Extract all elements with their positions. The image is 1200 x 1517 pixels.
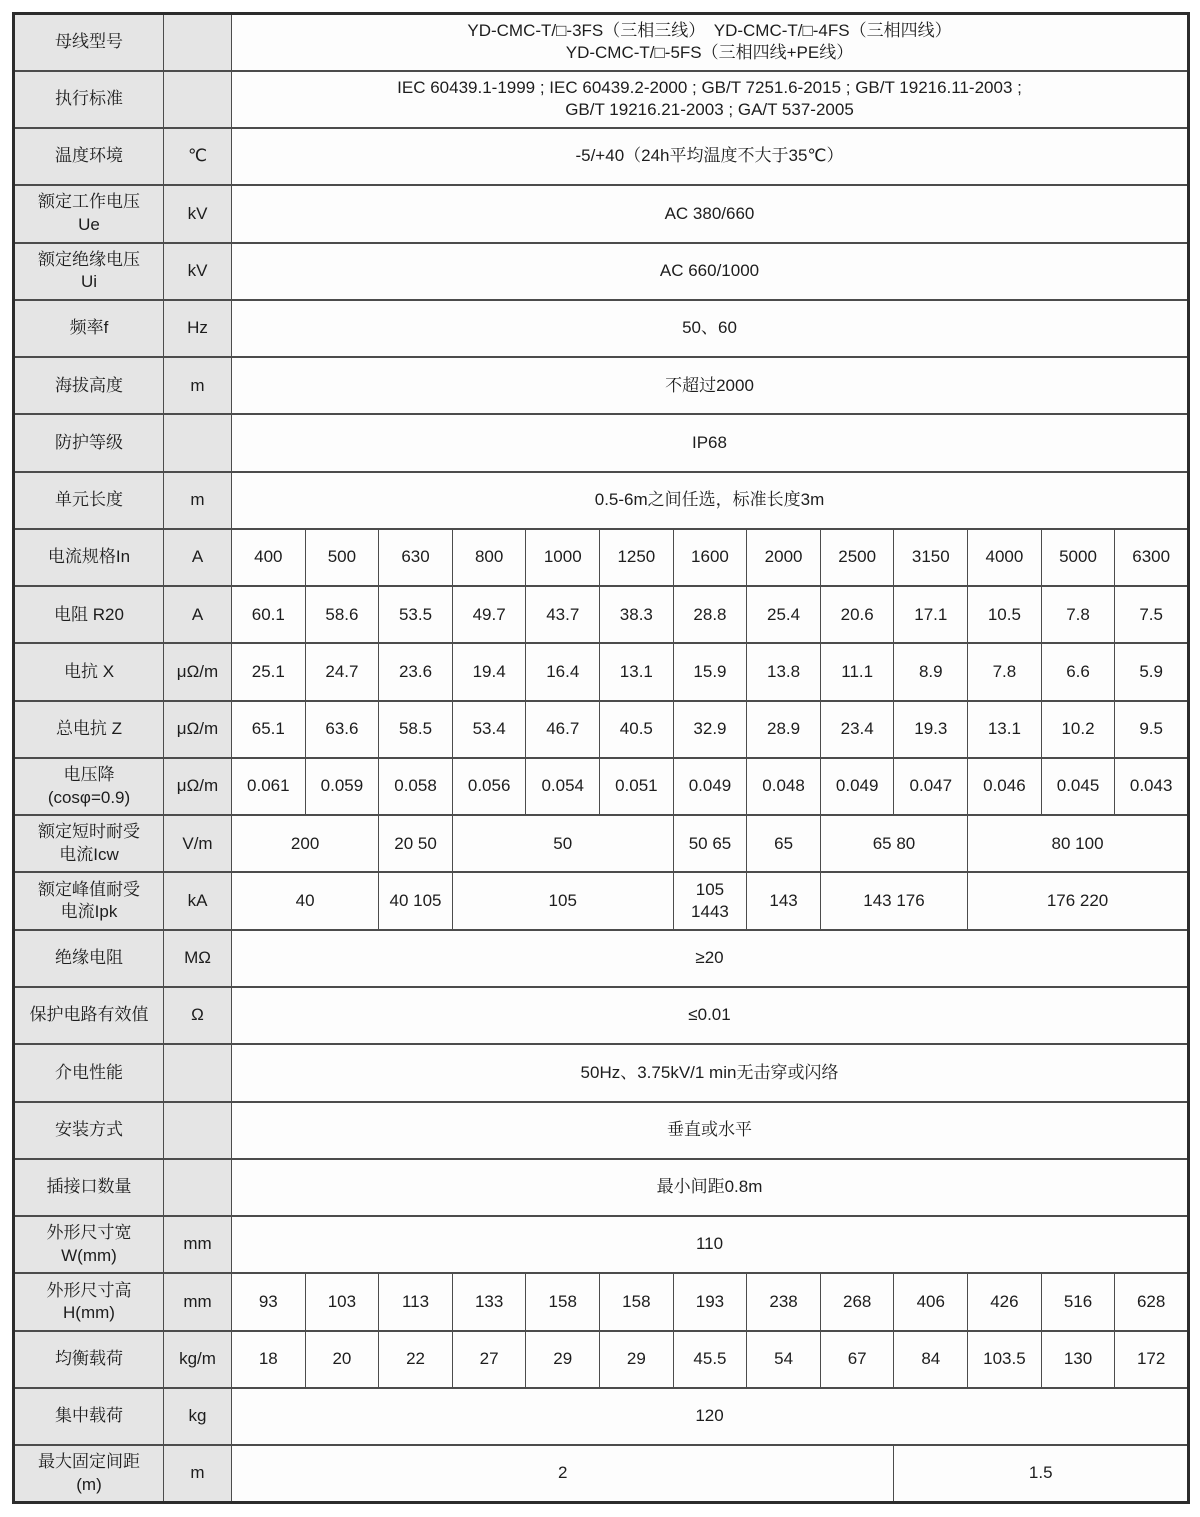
table-row [14, 701, 1189, 758]
value-cell: 200 [232, 815, 379, 872]
row-label: 外形尺寸宽 W(mm) [14, 1216, 164, 1273]
value-cell: 0.043 [1115, 758, 1189, 815]
value-cell: 18 [232, 1331, 306, 1388]
value-cell: 25.4 [747, 586, 821, 643]
row-unit [164, 14, 232, 71]
value-cell: 2500 [820, 529, 894, 586]
row-label: 电阻 R20 [14, 586, 164, 643]
value-cell: 60.1 [232, 586, 306, 643]
row-label: 插接口数量 [14, 1159, 164, 1216]
row-unit: kg [164, 1388, 232, 1445]
row-label: 单元长度 [14, 472, 164, 529]
spec-table [12, 12, 1190, 1504]
value-cell: 0.059 [305, 758, 379, 815]
value-cell: 13.8 [747, 643, 821, 700]
table-row [14, 758, 1189, 815]
table-row [14, 185, 1189, 242]
value-cell: 2 [232, 1445, 894, 1502]
row-unit [164, 1159, 232, 1216]
value-cell: 40 105 [379, 872, 453, 929]
value-cell: 5.9 [1115, 643, 1189, 700]
value-cell: 65.1 [232, 701, 306, 758]
row-label: 均衡载荷 [14, 1331, 164, 1388]
table-row [14, 643, 1189, 700]
value-cell: 84 [894, 1331, 968, 1388]
row-label: 总电抗 Z [14, 701, 164, 758]
value-cell: 0.058 [379, 758, 453, 815]
value-cell: 10.5 [968, 586, 1042, 643]
value-cell: 113 [379, 1273, 453, 1330]
value-cell: 7.8 [968, 643, 1042, 700]
table-row [14, 529, 1189, 586]
value-cell: 0.045 [1041, 758, 1115, 815]
table-row [14, 357, 1189, 414]
value-cell: 193 [673, 1273, 747, 1330]
row-unit: μΩ/m [164, 701, 232, 758]
value-cell: 0.054 [526, 758, 600, 815]
row-unit: m [164, 357, 232, 414]
row-label: 防护等级 [14, 414, 164, 471]
value-cell: ≤0.01 [232, 987, 1189, 1044]
value-cell: 0.5-6m之间任选，标准长度3m [232, 472, 1189, 529]
value-cell: 20 [305, 1331, 379, 1388]
row-unit: V/m [164, 815, 232, 872]
value-cell: 0.051 [600, 758, 674, 815]
value-cell: AC 660/1000 [232, 243, 1189, 300]
table-row [14, 1388, 1189, 1445]
value-cell: 23.6 [379, 643, 453, 700]
value-cell: 3150 [894, 529, 968, 586]
value-cell: 0.048 [747, 758, 821, 815]
value-cell: 28.8 [673, 586, 747, 643]
value-cell: 172 [1115, 1331, 1189, 1388]
value-cell: 27 [452, 1331, 526, 1388]
spec-table-body [14, 14, 1189, 1503]
value-cell: 50 [452, 815, 673, 872]
row-unit: μΩ/m [164, 643, 232, 700]
value-cell: 268 [820, 1273, 894, 1330]
value-cell: 8.9 [894, 643, 968, 700]
value-cell: 49.7 [452, 586, 526, 643]
row-unit: Hz [164, 300, 232, 357]
value-cell: 不超过2000 [232, 357, 1189, 414]
value-cell: 7.5 [1115, 586, 1189, 643]
row-unit: kg/m [164, 1331, 232, 1388]
value-cell: 13.1 [600, 643, 674, 700]
value-cell: 0.047 [894, 758, 968, 815]
value-cell: 58.6 [305, 586, 379, 643]
value-cell: 53.4 [452, 701, 526, 758]
value-cell: 0.061 [232, 758, 306, 815]
value-cell: 133 [452, 1273, 526, 1330]
row-label: 电流规格In [14, 529, 164, 586]
row-unit: MΩ [164, 930, 232, 987]
table-row [14, 128, 1189, 185]
value-cell: 13.1 [968, 701, 1042, 758]
row-unit: A [164, 529, 232, 586]
value-cell: 19.3 [894, 701, 968, 758]
table-row [14, 71, 1189, 128]
value-cell: 29 [526, 1331, 600, 1388]
row-label: 安装方式 [14, 1102, 164, 1159]
value-cell: 0.049 [673, 758, 747, 815]
value-cell: 25.1 [232, 643, 306, 700]
value-cell: AC 380/660 [232, 185, 1189, 242]
value-cell: 630 [379, 529, 453, 586]
row-unit: m [164, 1445, 232, 1502]
row-unit [164, 1102, 232, 1159]
row-label: 介电性能 [14, 1044, 164, 1101]
value-cell: 0.046 [968, 758, 1042, 815]
row-unit: ℃ [164, 128, 232, 185]
value-cell: 20.6 [820, 586, 894, 643]
value-cell: 50 65 [673, 815, 747, 872]
value-cell: 110 [232, 1216, 1189, 1273]
value-cell: 238 [747, 1273, 821, 1330]
table-row [14, 14, 1189, 71]
row-unit [164, 1044, 232, 1101]
value-cell: 176 220 [968, 872, 1189, 929]
value-cell: 0.049 [820, 758, 894, 815]
value-cell: 500 [305, 529, 379, 586]
value-cell: 45.5 [673, 1331, 747, 1388]
value-cell: 50、60 [232, 300, 1189, 357]
value-cell: 9.5 [1115, 701, 1189, 758]
value-cell: 1250 [600, 529, 674, 586]
value-cell: 20 50 [379, 815, 453, 872]
value-cell: 65 [747, 815, 821, 872]
value-cell: 38.3 [600, 586, 674, 643]
row-label: 最大固定间距 (m) [14, 1445, 164, 1502]
table-row [14, 472, 1189, 529]
value-cell: IEC 60439.1-1999 ; IEC 60439.2-2000 ; GB/T 7251.6-2015 ; GB/T 19216.11-2003 ; GB/T 19216.21-2003 ; GA/T 537-2005 [232, 71, 1189, 128]
row-unit: m [164, 472, 232, 529]
value-cell: 23.4 [820, 701, 894, 758]
value-cell: 40 [232, 872, 379, 929]
value-cell: 53.5 [379, 586, 453, 643]
value-cell: 10.2 [1041, 701, 1115, 758]
value-cell: 22 [379, 1331, 453, 1388]
value-cell: ≥20 [232, 930, 1189, 987]
row-label: 保护电路有效值 [14, 987, 164, 1044]
value-cell: 46.7 [526, 701, 600, 758]
value-cell: 5000 [1041, 529, 1115, 586]
row-unit: mm [164, 1273, 232, 1330]
value-cell: 103 [305, 1273, 379, 1330]
value-cell: 29 [600, 1331, 674, 1388]
value-cell: 628 [1115, 1273, 1189, 1330]
table-row [14, 414, 1189, 471]
row-label: 母线型号 [14, 14, 164, 71]
row-unit: A [164, 586, 232, 643]
row-unit: kV [164, 185, 232, 242]
value-cell: 28.9 [747, 701, 821, 758]
value-cell: 54 [747, 1331, 821, 1388]
row-label: 电抗 X [14, 643, 164, 700]
row-label: 执行标准 [14, 71, 164, 128]
value-cell: 426 [968, 1273, 1042, 1330]
value-cell: 406 [894, 1273, 968, 1330]
row-label: 外形尺寸高 H(mm) [14, 1273, 164, 1330]
value-cell: 1.5 [894, 1445, 1189, 1502]
table-row [14, 987, 1189, 1044]
table-row [14, 1102, 1189, 1159]
value-cell: 158 [526, 1273, 600, 1330]
table-row [14, 1044, 1189, 1101]
value-cell: 垂直或水平 [232, 1102, 1189, 1159]
value-cell: 93 [232, 1273, 306, 1330]
row-label: 额定绝缘电压 Ui [14, 243, 164, 300]
row-label: 绝缘电阻 [14, 930, 164, 987]
value-cell: 0.056 [452, 758, 526, 815]
row-label: 额定短时耐受 电流Icw [14, 815, 164, 872]
row-unit: kA [164, 872, 232, 929]
row-unit: mm [164, 1216, 232, 1273]
value-cell: 516 [1041, 1273, 1115, 1330]
value-cell: 103.5 [968, 1331, 1042, 1388]
spec-sheet [12, 12, 1190, 1504]
value-cell: 6300 [1115, 529, 1189, 586]
row-unit: kV [164, 243, 232, 300]
row-label: 温度环境 [14, 128, 164, 185]
table-row [14, 586, 1189, 643]
value-cell: 130 [1041, 1331, 1115, 1388]
table-row [14, 1216, 1189, 1273]
value-cell: 400 [232, 529, 306, 586]
value-cell: 24.7 [305, 643, 379, 700]
value-cell: 1600 [673, 529, 747, 586]
table-row [14, 872, 1189, 929]
table-row [14, 243, 1189, 300]
row-label: 电压降 (cosφ=0.9) [14, 758, 164, 815]
value-cell: 19.4 [452, 643, 526, 700]
row-label: 海拔高度 [14, 357, 164, 414]
value-cell: 67 [820, 1331, 894, 1388]
value-cell: 50Hz、3.75kV/1 min无击穿或闪络 [232, 1044, 1189, 1101]
table-row [14, 930, 1189, 987]
value-cell: 17.1 [894, 586, 968, 643]
value-cell: 143 176 [820, 872, 967, 929]
table-row [14, 1273, 1189, 1330]
value-cell: 43.7 [526, 586, 600, 643]
value-cell: 15.9 [673, 643, 747, 700]
row-unit: μΩ/m [164, 758, 232, 815]
value-cell: 40.5 [600, 701, 674, 758]
value-cell: 7.8 [1041, 586, 1115, 643]
value-cell: 最小间距0.8m [232, 1159, 1189, 1216]
row-unit [164, 414, 232, 471]
value-cell: 120 [232, 1388, 1189, 1445]
row-label: 额定工作电压 Ue [14, 185, 164, 242]
value-cell: 105 [452, 872, 673, 929]
value-cell: 11.1 [820, 643, 894, 700]
value-cell: 4000 [968, 529, 1042, 586]
table-row [14, 300, 1189, 357]
table-row [14, 1331, 1189, 1388]
table-row [14, 1159, 1189, 1216]
value-cell: -5/+40（24h平均温度不大于35℃） [232, 128, 1189, 185]
value-cell: 80 100 [968, 815, 1189, 872]
value-cell: 65 80 [820, 815, 967, 872]
row-label: 集中载荷 [14, 1388, 164, 1445]
value-cell: IP68 [232, 414, 1189, 471]
value-cell: 105 1443 [673, 872, 747, 929]
row-label: 频率f [14, 300, 164, 357]
value-cell: 58.5 [379, 701, 453, 758]
value-cell: 1000 [526, 529, 600, 586]
row-unit [164, 71, 232, 128]
value-cell: 6.6 [1041, 643, 1115, 700]
value-cell: 158 [600, 1273, 674, 1330]
table-row [14, 815, 1189, 872]
row-label: 额定峰值耐受 电流Ipk [14, 872, 164, 929]
row-unit: Ω [164, 987, 232, 1044]
value-cell: 143 [747, 872, 821, 929]
table-row [14, 1445, 1189, 1502]
value-cell: YD-CMC-T/□-3FS（三相三线） YD-CMC-T/□-4FS（三相四线） YD-CMC-T/□-5FS（三相四线+PE线） [232, 14, 1189, 71]
value-cell: 800 [452, 529, 526, 586]
value-cell: 16.4 [526, 643, 600, 700]
value-cell: 32.9 [673, 701, 747, 758]
value-cell: 2000 [747, 529, 821, 586]
value-cell: 63.6 [305, 701, 379, 758]
